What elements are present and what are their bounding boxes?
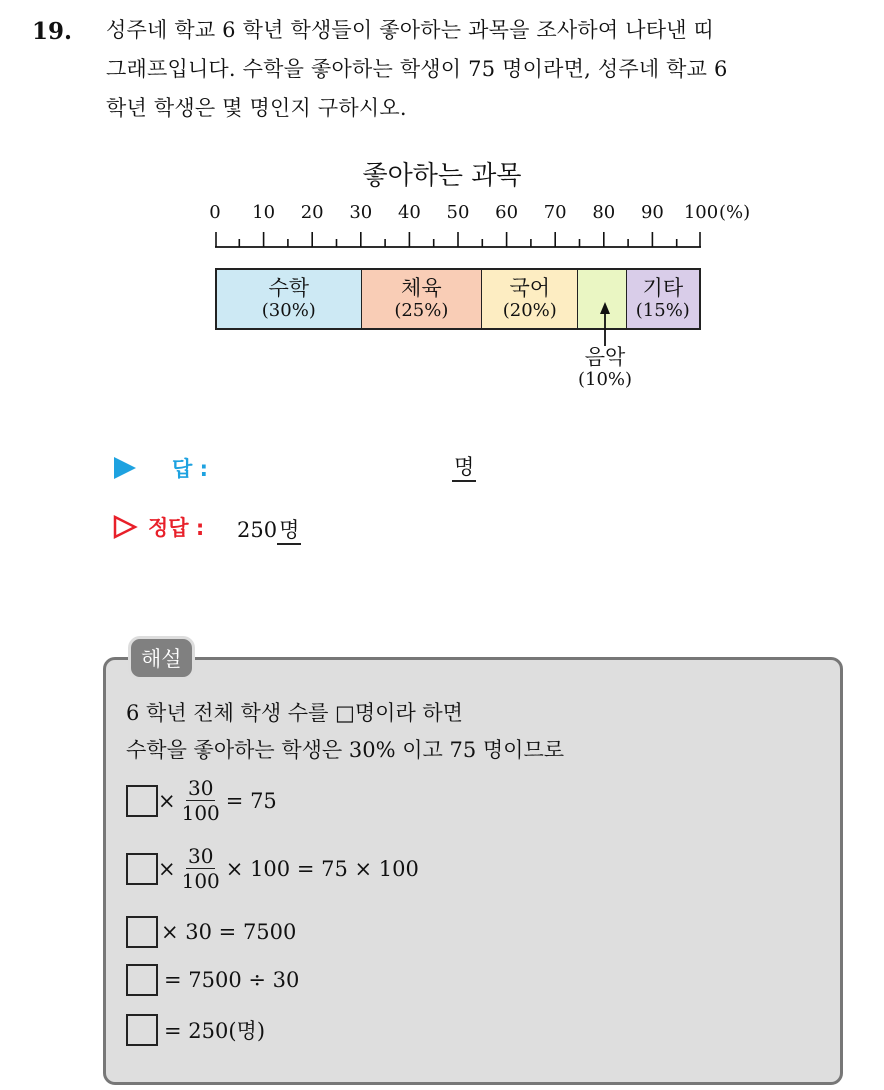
equation-3: [126, 916, 296, 948]
music-percent: (10%): [577, 369, 633, 390]
axis-tick-label: 20: [300, 202, 324, 223]
segment-percent: (15%): [635, 300, 690, 321]
unknown-box: [126, 916, 158, 948]
correct-value: 250: [237, 518, 278, 542]
question-line-3: 학년 학생은 몇 명인지 구하시오.: [106, 96, 407, 120]
music-name: 음악: [584, 345, 626, 369]
axis-tick-label: 60: [495, 202, 519, 223]
axis-tick-label: 10: [252, 202, 276, 223]
axis-tick-label: 70: [543, 202, 567, 223]
axis-tick-label: 50: [446, 202, 470, 223]
segment-name: 수학: [268, 276, 310, 300]
explanation-line-1: 6 학년 전체 학생 수를 □명이라 하면: [126, 701, 463, 725]
explanation-tag: 해설: [128, 636, 195, 680]
axis-tick-label: 80: [592, 202, 616, 223]
axis-tick-label: 30: [349, 202, 373, 223]
axis-ruler: [215, 230, 701, 248]
unknown-box: [126, 1014, 158, 1046]
equation-5: [126, 1014, 265, 1046]
band-segment: [627, 270, 699, 328]
unknown-box: [126, 853, 158, 885]
eq1-rhs: = 75: [225, 788, 277, 813]
equation-4: [126, 964, 299, 996]
correct-answer: [237, 514, 301, 544]
eq2-rhs: × 100 = 75 × 100: [225, 856, 419, 881]
music-callout-label: [565, 345, 645, 391]
equation-1: [126, 776, 277, 825]
correct-marker-icon: [112, 514, 138, 540]
band-segment: [217, 270, 362, 328]
explanation-line-2: 수학을 좋아하는 학생은 30% 이고 75 명이므로: [126, 738, 565, 762]
answer-blank[interactable]: [452, 451, 476, 481]
band-segment: [362, 270, 483, 328]
eq2-denominator: 100: [181, 869, 220, 893]
axis-tick-label: 0: [209, 202, 221, 223]
question-number: 19.: [32, 18, 73, 45]
answer-label: 답 :: [172, 457, 208, 481]
eq2-fraction: [180, 844, 222, 893]
answer-marker-icon: [112, 455, 138, 481]
eq1-denominator: 100: [181, 801, 220, 825]
axis-unit-label: (%): [719, 202, 751, 223]
segment-name: 국어: [509, 276, 551, 300]
unknown-box: [126, 785, 158, 817]
correct-label: 정답 :: [148, 516, 205, 540]
eq1-fraction: [180, 776, 222, 825]
segment-percent: (25%): [394, 300, 449, 321]
band-graph: [215, 268, 701, 330]
question-line-1: 성주네 학교 6 학년 학생들이 좋아하는 과목을 조사하여 나타낸 띠: [106, 18, 715, 42]
eq2-numerator: 30: [187, 844, 214, 868]
unknown-box: [126, 964, 158, 996]
chart-title: 좋아하는 과목: [362, 161, 522, 191]
equation-2: [126, 844, 419, 893]
eq4-text: = 7500 ÷ 30: [164, 968, 300, 992]
music-arrow-icon: [595, 300, 615, 348]
axis-tick-label: 40: [397, 202, 421, 223]
answer-unit: 명: [452, 455, 476, 482]
eq5-text: = 250(명): [164, 1019, 266, 1043]
segment-name: 기타: [642, 276, 684, 300]
band-segment: [482, 270, 578, 328]
eq3-text: × 30 = 7500: [161, 920, 297, 944]
question-line-2: 그래프입니다. 수학을 좋아하는 학생이 75 명이라면, 성주네 학교 6: [106, 57, 728, 81]
eq2-op: ×: [158, 856, 176, 881]
axis-tick-label: 90: [640, 202, 664, 223]
eq1-numerator: 30: [187, 776, 214, 800]
segment-name: 체육: [401, 276, 442, 300]
eq1-op: ×: [158, 788, 176, 813]
segment-percent: (30%): [261, 300, 316, 321]
segment-percent: (20%): [502, 300, 557, 321]
axis-tick-label: 100: [683, 202, 719, 223]
correct-unit: 명: [277, 518, 301, 545]
